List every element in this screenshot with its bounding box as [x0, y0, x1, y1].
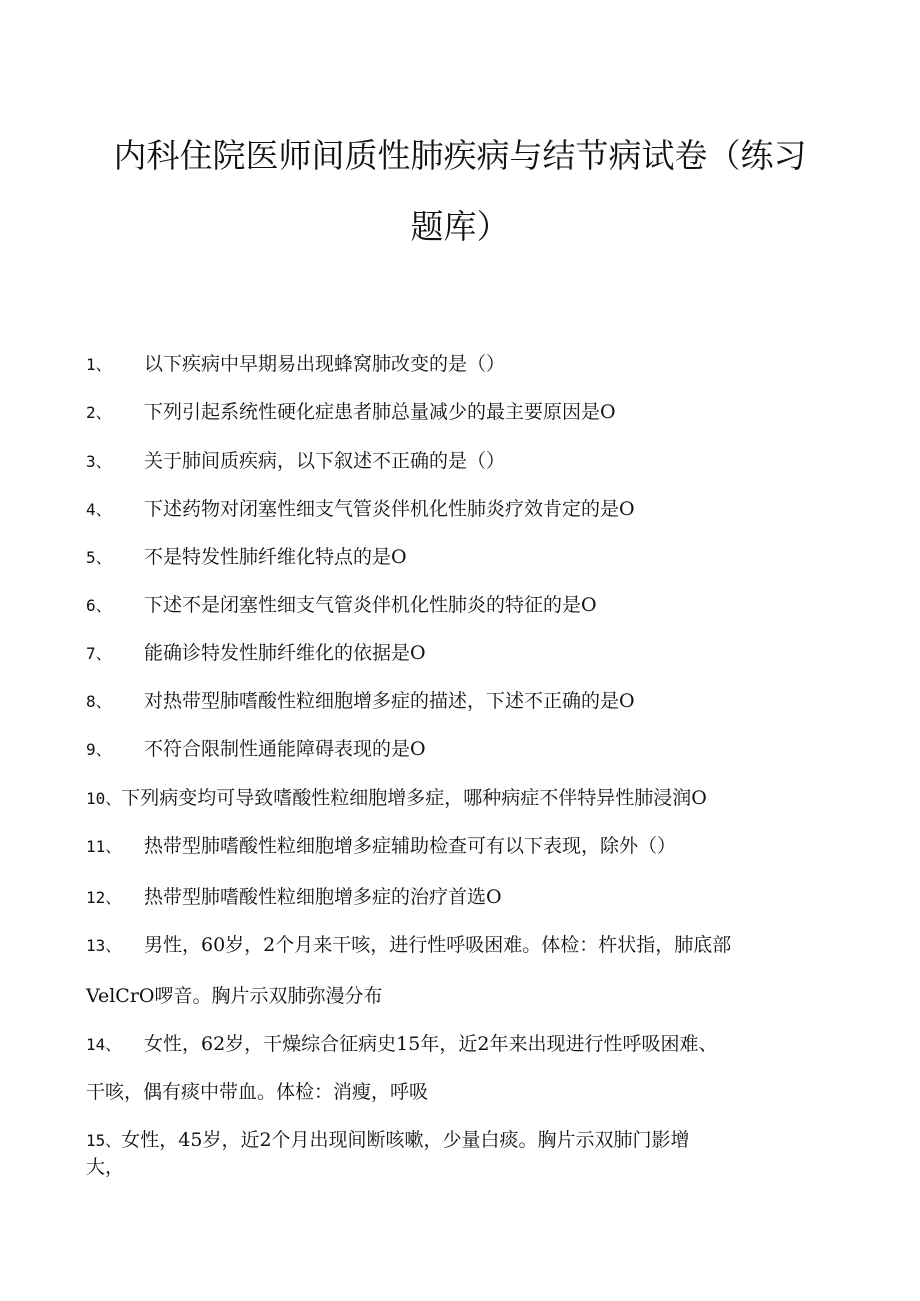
- question-item: [86, 933, 731, 958]
- question-text: 对热带型肺嗜酸性粒细胞增多症的描述，下述不正确的是O: [144, 690, 635, 712]
- question-continuation: 大，: [86, 1156, 125, 1178]
- question-text: 女性，45岁，近2个月出现间断咳嗽，少量白痰。胸片示双肺门影增: [121, 1129, 690, 1151]
- question-item: [86, 449, 505, 474]
- question-continuation: VelCrO啰音。胸片示双肺弥漫分布: [86, 985, 383, 1007]
- question-number: 13、: [86, 936, 122, 955]
- question-text: 热带型肺嗜酸性粒细胞增多症的治疗首选O: [144, 886, 502, 908]
- question-text: 下述不是闭塞性细支气管炎伴机化性肺炎的特征的是O: [144, 594, 597, 616]
- question-text: 能确诊特发性肺纤维化的依据是O: [144, 642, 426, 664]
- question-number: 15、: [86, 1131, 122, 1150]
- question-number: 6、: [86, 596, 112, 615]
- question-item: [86, 786, 707, 811]
- question-number: 12、: [86, 888, 122, 907]
- question-number: 14、: [86, 1035, 122, 1054]
- question-text: 男性，60岁，2个月来干咳，进行性呼吸困难。体检：杵状指，肺底部: [144, 934, 732, 956]
- question-item: [86, 737, 426, 762]
- question-item: [86, 885, 502, 910]
- question-text: 不是特发性肺纤维化特点的是O: [144, 546, 407, 568]
- question-text: 关于肺间质疾病，以下叙述不正确的是（）: [144, 450, 506, 472]
- question-item: [86, 545, 407, 570]
- question-text: 以下疾病中早期易出现蜂窝肺改变的是（）: [144, 353, 506, 375]
- question-number: 4、: [86, 500, 112, 519]
- question-number: 10、: [86, 789, 122, 808]
- question-item: [86, 593, 597, 618]
- question-text: 下列引起系统性硬化症患者肺总量减少的最主要原因是O: [144, 401, 616, 423]
- question-item: [86, 834, 676, 859]
- question-number: 5、: [86, 548, 112, 567]
- question-number: 11、: [86, 837, 122, 856]
- question-number: 9、: [86, 740, 112, 759]
- question-continuation: 干咳，偶有痰中带血。体检：消瘦，呼吸: [86, 1081, 429, 1103]
- question-number: 2、: [86, 403, 112, 422]
- question-text: 女性，62岁，干燥综合征病史15年，近2年来出现进行性呼吸困难、: [144, 1033, 718, 1055]
- question-item: [86, 352, 505, 377]
- question-item: [86, 1128, 690, 1153]
- question-item: [86, 400, 616, 425]
- question-item: [86, 497, 635, 522]
- question-text: 不符合限制性通能障碍表现的是O: [144, 738, 426, 760]
- question-item: [86, 689, 635, 714]
- question-text: 下列病变均可导致嗜酸性粒细胞增多症，哪种病症不伴特异性肺浸润O: [121, 787, 707, 809]
- document-title-line-1: 内科住院医师间质性肺疾病与结节病试卷（练习: [113, 136, 807, 175]
- question-text: 热带型肺嗜酸性粒细胞增多症辅助检查可有以下表现，除外（）: [144, 835, 677, 857]
- question-text: 下述药物对闭塞性细支气管炎伴机化性肺炎疗效肯定的是O: [144, 498, 635, 520]
- question-number: 1、: [86, 355, 112, 374]
- question-number: 8、: [86, 692, 112, 711]
- question-item: [86, 641, 426, 666]
- question-item: [86, 1032, 717, 1057]
- question-number: 7、: [86, 644, 112, 663]
- question-number: 3、: [86, 452, 112, 471]
- document-title-line-2: 题库）: [410, 207, 510, 246]
